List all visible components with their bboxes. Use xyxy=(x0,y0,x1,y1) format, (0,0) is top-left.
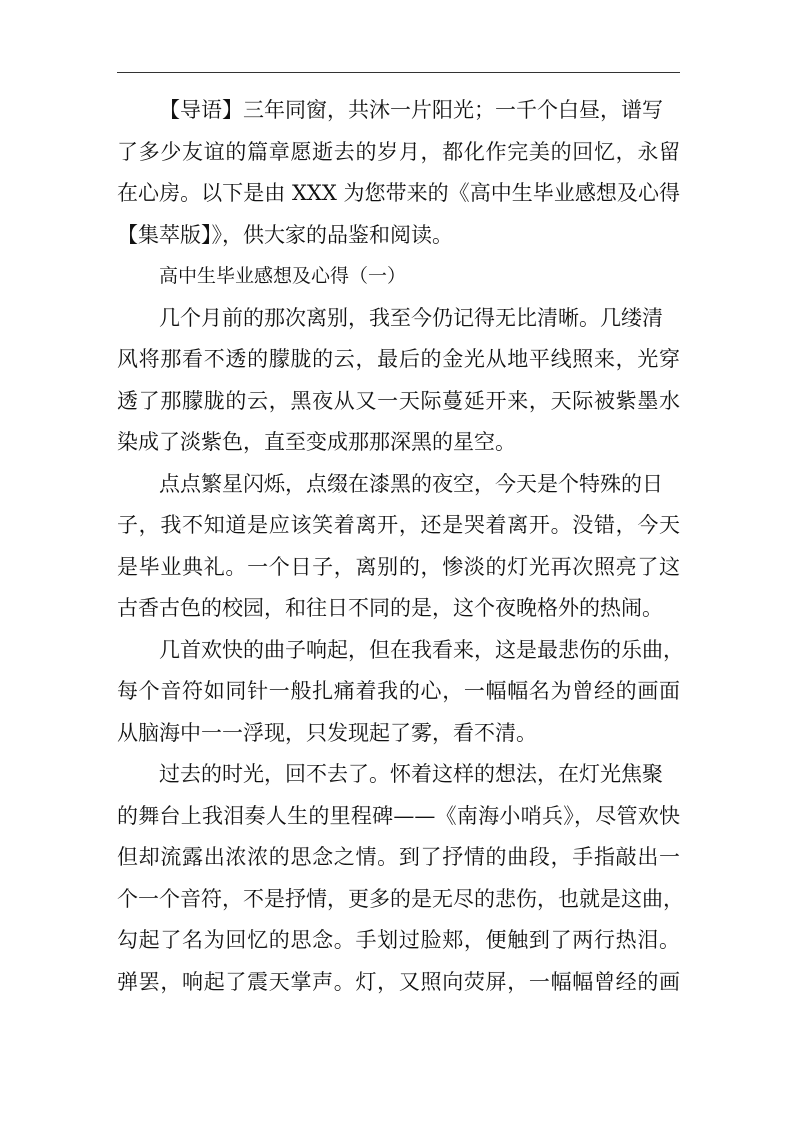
paragraph-line: 是毕业典礼。一个日子，离别的，惨淡的灯光再次照亮了这 xyxy=(117,554,680,579)
intro-line-3: 在心房。以下是由 XXX 为您带来的《高中生毕业感想及心得 xyxy=(117,181,680,205)
paragraph-line: 每个音符如同针一般扎痛着我的心，一幅幅名为曾经的画面 xyxy=(117,679,680,703)
header-rule xyxy=(117,72,680,73)
paragraph-line: 但却流露出浓浓的思念之情。到了抒情的曲段，手指敲出一 xyxy=(117,845,680,869)
paragraph-line: 勾起了名为回忆的思念。手划过脸郏，便触到了两行热泪。 xyxy=(117,928,680,952)
intro-line-2: 了多少友谊的篇章愿逝去的岁月，都化作完美的回忆，永留 xyxy=(117,139,680,164)
paragraph-line: 子，我不知道是应该笑着离开，还是哭着离开。没错，今天 xyxy=(117,513,680,537)
paragraph-line: 风将那看不透的朦胧的云，最后的金光从地平线照来，光穿 xyxy=(117,347,680,371)
paragraph-line: 几个月前的那次离别，我至今仍记得无比清晰。几缕清 xyxy=(159,305,663,330)
paragraph-line: 弹罢，响起了震天掌声。灯，又照向荧屏，一幅幅曾经的画 xyxy=(117,969,680,994)
section-title: 高中生毕业感想及心得（一） xyxy=(159,265,407,287)
paragraph-line: 几首欢快的曲子响起，但在我看来，这是最悲伤的乐曲， xyxy=(159,637,684,662)
paragraph-line: 染成了淡紫色，直至变成那那深黑的星空。 xyxy=(117,430,516,454)
intro-line-4: 【集萃版】》，供大家的品鉴和阅读。 xyxy=(117,222,453,247)
paragraph-line: 古香古色的校园，和往日不同的是，这个夜晚格外的热闹。 xyxy=(117,596,663,620)
paragraph-line: 个一个音符，不是抒情，更多的是无尽的悲伤，也就是这曲， xyxy=(117,886,684,911)
paragraph-line: 的舞台上我泪奏人生的里程碑——《南海小哨兵》，尽管欢快 xyxy=(117,803,680,828)
document-body xyxy=(117,90,684,1003)
paragraph-line: 点点繁星闪烁，点缀在漆黑的夜空，今天是个特殊的日 xyxy=(159,471,663,496)
intro-line-1: 【导语】三年同窗，共沐一片阳光；一千个白昼，谱写 xyxy=(159,98,663,122)
paragraph-line: 过去的时光，回不去了。怀着这样的想法，在灯光焦聚 xyxy=(159,762,663,786)
paragraph-line: 透了那朦胧的云，黑夜从又一天际蔓延开来，天际被紫墨水 xyxy=(117,388,680,413)
paragraph-line: 从脑海中一一浮现，只发现起了雾，看不清。 xyxy=(117,720,537,745)
